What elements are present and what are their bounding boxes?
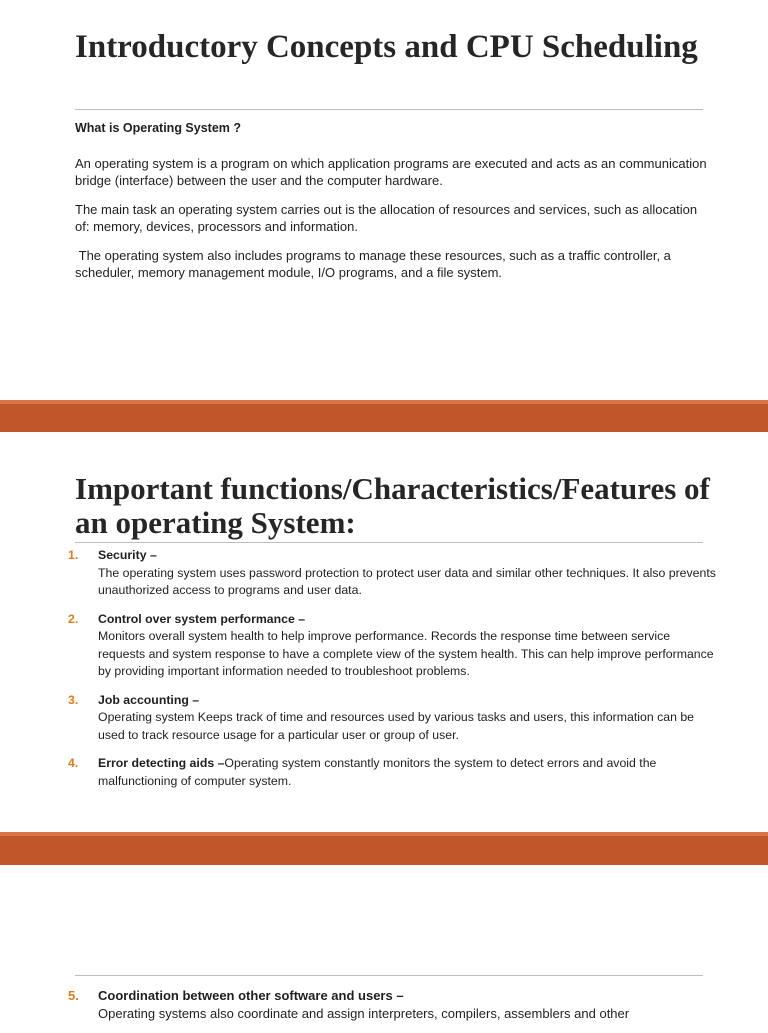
paragraph: The main task an operating system carries out is the allocation of resources and services, such as allocation of: memory, devices, processors and information.: [75, 201, 698, 234]
item-title: Error detecting aids –: [98, 756, 225, 770]
list-item: [68, 755, 718, 790]
slide-separator-band: [0, 400, 768, 432]
list-item: [68, 987, 718, 1022]
slide-2-title: Important functions/Characteristics/Features of an operating System:: [75, 471, 710, 540]
slide-separator-band: [0, 832, 768, 865]
list-number: 2.: [68, 611, 79, 626]
slide-3: [0, 865, 768, 1024]
list-number: 3.: [68, 692, 79, 707]
paragraph: An operating system is a program on which application programs are executed and acts as an communication bridge (interface) between the user and the computer hardware.: [75, 155, 707, 188]
slide-1: [0, 0, 768, 400]
item-body: Monitors overall system health to help improve performance. Records the response time between service requests and system response to have a complete view of the system health. This can help improve performance by providing important information needed to troubleshoot problems.: [98, 629, 714, 678]
item-body: Operating system Keeps track of time and resources used by various tasks and users, this information can be used to track resource usage for a particular user or group of user.: [98, 710, 695, 742]
slide-2: [0, 432, 768, 832]
list-item: [68, 547, 718, 600]
item-title: Security –: [98, 548, 157, 562]
item-title: Coordination between other software and users –: [98, 988, 404, 1003]
features-list: [68, 547, 718, 801]
list-item: [68, 611, 718, 681]
item-body: The operating system uses password protection to protect user data and similar other techniques. It also prevents unauthorized access to programs and user data.: [98, 565, 716, 597]
list-number: 4.: [68, 756, 79, 770]
item-body: Operating systems also coordinate and assign interpreters, compilers, assemblers and other: [98, 1005, 630, 1021]
list-item: [68, 692, 718, 745]
slide-1-title: Introductory Concepts and CPU Scheduling: [75, 29, 698, 65]
item-title: Job accounting –: [98, 692, 200, 707]
title-rule: [75, 542, 703, 543]
title-rule: [75, 975, 703, 976]
item-body: Operating system constantly monitors the system to detect errors and avoid the malfunctioning of computer system.: [98, 756, 657, 788]
list-number: 1.: [68, 548, 79, 562]
paragraph: The operating system also includes programs to manage these resources, such as a traffic controller, a scheduler, memory management module, I/O programs, and a file system.: [75, 247, 675, 280]
subheading: What is Operating System ?: [75, 121, 242, 135]
slide-1-body: [75, 120, 715, 293]
title-rule: [75, 109, 703, 110]
item-title: Control over system performance –: [98, 611, 306, 626]
list-number: 5.: [68, 988, 79, 1003]
features-list-continued: [68, 987, 718, 1033]
